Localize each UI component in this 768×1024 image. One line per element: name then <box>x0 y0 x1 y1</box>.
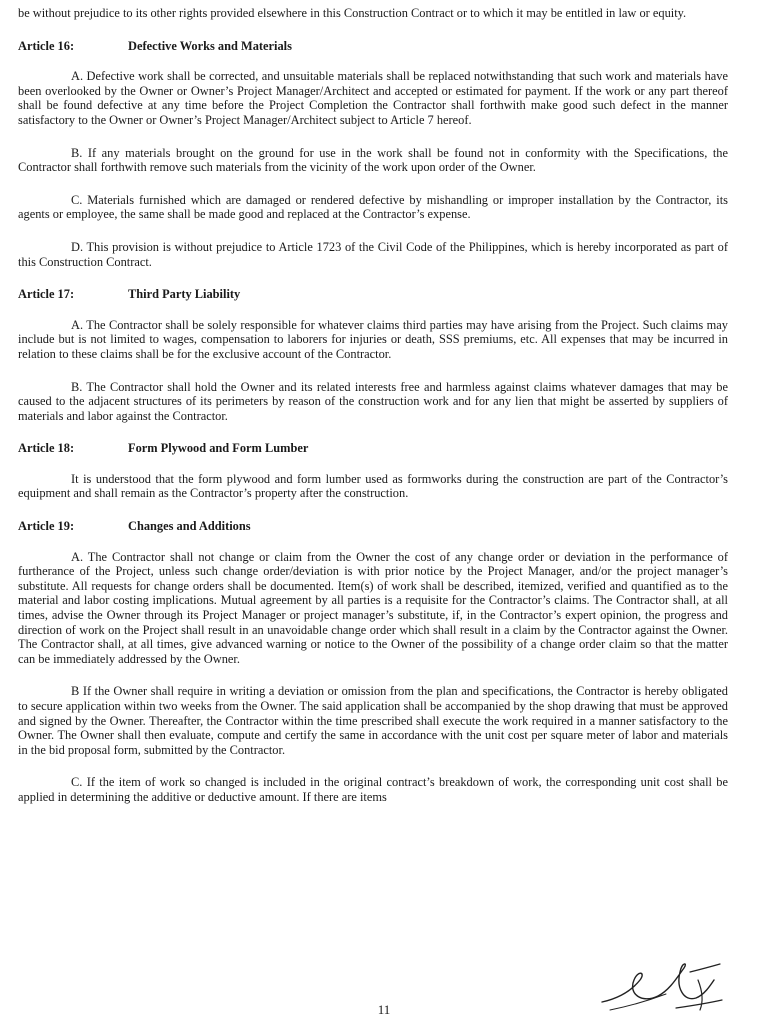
page-number: 11 <box>377 1002 391 1017</box>
article-title: Third Party Liability <box>128 287 241 302</box>
article-title: Defective Works and Materials <box>128 38 292 53</box>
article-title: Changes and Additions <box>128 519 251 534</box>
article-heading <box>18 39 728 54</box>
article-title: Form Plywood and Form Lumber <box>128 441 309 456</box>
paragraph: B If the Owner shall require in writing a deviation or omission from the plan and specifications, the Contractor is hereby obligated to secure application within two weeks from the Owner. The said application shall be accompanied by the shop drawing that must be approved and signed by the Owner. Thereafter, the Contractor within the time prescribed shall execute the work required in a manner satisfactory to the Owner. The Owner shall then evaluate, compute and certify the same in accordance with the unit cost per square meter of labor and materials in the bid proposal form, submitted by the Contractor. <box>18 684 728 757</box>
article-number: Article 18: <box>18 441 75 456</box>
paragraph: A. The Contractor shall be solely responsible for whatever claims third parties may have arising from the Project. Such claims may include but is not limited to wages, compensation to laborers for injuries or death, SSS premiums, etc. All expenses that may be incurred in relation to these claims shall be for the exclusive account of the Contractor. <box>18 317 728 361</box>
paragraph: A. Defective work shall be corrected, and unsuitable materials shall be replaced notwithstanding that such work and materials have been overlooked by the Owner or Owner’s Project Manager/Architect and accepted or estimated for payment. If the work or any part thereof shall be found defective at any time before the Project Completion the Contractor shall forthwith make good such defect in the manner satisfactory to the Owner or Owner’s Project Manager/Architect subject to Article 7 hereof. <box>18 69 728 127</box>
paragraph: D. This provision is without prejudice to Article 1723 of the Civil Code of the Philippines, which is hereby incorporated as part of this Construction Contract. <box>18 239 728 269</box>
article-number: Article 16: <box>18 38 75 53</box>
article-16 <box>18 39 728 270</box>
article-19 <box>18 519 728 805</box>
paragraph: B. If any materials brought on the ground for use in the work shall be found not in conformity with the Specifications, the Contractor shall forthwith remove such materials from the vicinity of the work upon order of the Owner. <box>18 145 728 175</box>
article-heading <box>18 519 728 534</box>
paragraph: B. The Contractor shall hold the Owner and its related interests free and harmless against claims whatever damages that may be caused to the adjacent structures of its perimeters by reason of the construction work and for any lien that might be asserted by suppliers of materials and labor against the Contractor. <box>18 379 728 423</box>
paragraph: C. Materials furnished which are damaged or rendered defective by mishandling or improper installation by the Contractor, its agents or employee, the same shall be made good and replaced at the Contractor’s expense. <box>18 192 728 222</box>
article-18 <box>18 441 728 501</box>
article-heading <box>18 287 728 302</box>
lead-paragraph: be without prejudice to its other rights provided elsewhere in this Construction Contract or to which it may be entitled in law or equity. <box>18 6 687 20</box>
paragraph: C. If the item of work so changed is included in the original contract’s breakdown of work, the corresponding unit cost shall be applied in determining the additive or deductive amount. If there are items <box>18 775 728 804</box>
document-page <box>18 6 728 823</box>
paragraph: It is understood that the form plywood and form lumber used as formworks during the construction are part of the Contractor’s equipment and shall remain as the Contractor’s property after the construction. <box>18 471 728 501</box>
article-number: Article 19: <box>18 519 75 534</box>
article-number: Article 17: <box>18 287 75 302</box>
paragraph: A. The Contractor shall not change or claim from the Owner the cost of any change order or deviation in the performance of furtherance of the Project, unless such change order/deviation is with prior notice by the Project Manager, and/or the project manager’s substitute. All requests for change orders shall be documented. Item(s) of work shall be described, itemized, verified and quantified as to the material and labor costing implications. Mutual agreement by all parties is a requisite for the Contractor’s claims. The Contractor shall, at all times, advise the Owner through its Project Manager or project manager’s substitute, if, in the Contractor’s expert opinion, the progress and direction of work on the Project shall result in an unavoidable change order which shall result in a claim by the Contractor against the Owner. The Contractor shall, at all times, give advanced warning or notice to the Owner of the possibility of a change order claim so that the matter can be immediately addressed by the Owner. <box>18 549 728 666</box>
article-heading <box>18 441 728 456</box>
article-17 <box>18 287 728 423</box>
